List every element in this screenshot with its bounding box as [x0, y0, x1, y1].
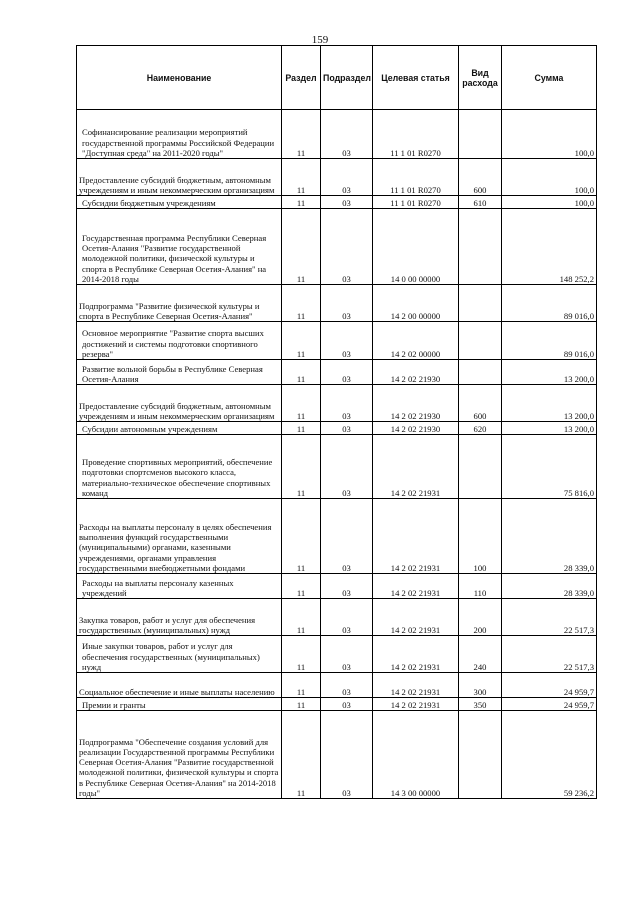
row-sum: 28 339,0 [502, 574, 597, 599]
row-sum: 89 016,0 [502, 322, 597, 360]
table-row [77, 422, 597, 435]
row-name: Подпрограмма "Обеспечение создания условий для реализации Государственной программы Республики Северная Осетия-Алания "Развитие государственной молодежной политики, физической культуры и спорта в Республике Северная Осетия-Алания" на 2014-2018 годы" [77, 711, 282, 799]
table-row [77, 385, 597, 422]
row-name: Предоставление субсидий бюджетным, автономным учреждениям и иным некоммерческим организациям [77, 385, 282, 422]
row-sum: 59 236,2 [502, 711, 597, 799]
row-name: Иные закупки товаров, работ и услуг для обеспечения государственных (муниципальных) нужд [77, 636, 282, 673]
table-row [77, 711, 597, 799]
row-target: 11 1 01 R0270 [373, 110, 459, 159]
row-sum: 22 517,3 [502, 599, 597, 636]
row-target: 14 2 02 21931 [373, 636, 459, 673]
row-type [459, 711, 502, 799]
row-name: Премии и гранты [77, 698, 282, 711]
row-subsection: 03 [321, 435, 373, 499]
row-sum: 100,0 [502, 196, 597, 209]
row-subsection: 03 [321, 196, 373, 209]
row-section: 11 [282, 360, 321, 385]
table-row [77, 435, 597, 499]
header-subsection: Подраздел [321, 46, 373, 110]
row-subsection: 03 [321, 574, 373, 599]
row-section: 11 [282, 385, 321, 422]
row-subsection: 03 [321, 636, 373, 673]
row-type [459, 285, 502, 322]
row-name: Софинансирование реализации мероприятий государственной программы Российской Федерации "Доступная среда" на 2011-2020 годы" [77, 110, 282, 159]
row-type [459, 209, 502, 285]
row-target: 11 1 01 R0270 [373, 196, 459, 209]
row-type: 620 [459, 422, 502, 435]
row-sum: 148 252,2 [502, 209, 597, 285]
row-target: 14 2 02 21930 [373, 360, 459, 385]
row-section: 11 [282, 422, 321, 435]
row-name: Подпрограмма "Развитие физической культуры и спорта в Республике Северная Осетия-Алания" [77, 285, 282, 322]
row-type: 200 [459, 599, 502, 636]
row-sum: 24 959,7 [502, 673, 597, 698]
row-subsection: 03 [321, 698, 373, 711]
row-target: 14 2 02 21931 [373, 435, 459, 499]
row-target: 14 2 02 21930 [373, 385, 459, 422]
row-target: 14 2 02 21931 [373, 698, 459, 711]
table-row [77, 322, 597, 360]
row-section: 11 [282, 574, 321, 599]
row-section: 11 [282, 673, 321, 698]
table-row [77, 360, 597, 385]
table-row [77, 285, 597, 322]
row-sum: 89 016,0 [502, 285, 597, 322]
row-sum: 24 959,7 [502, 698, 597, 711]
row-section: 11 [282, 322, 321, 360]
table-row [77, 636, 597, 673]
table-row [77, 196, 597, 209]
row-sum: 13 200,0 [502, 385, 597, 422]
row-subsection: 03 [321, 422, 373, 435]
row-type [459, 435, 502, 499]
row-type: 240 [459, 636, 502, 673]
row-subsection: 03 [321, 285, 373, 322]
row-type: 600 [459, 385, 502, 422]
row-sum: 13 200,0 [502, 360, 597, 385]
header-name: Наименование [77, 46, 282, 110]
row-name: Проведение спортивных мероприятий, обеспечение подготовки спортсменов высокого класса, материально-техническое обеспечение спортивных команд [77, 435, 282, 499]
row-type: 110 [459, 574, 502, 599]
row-subsection: 03 [321, 673, 373, 698]
row-type [459, 322, 502, 360]
row-sum: 28 339,0 [502, 499, 597, 574]
row-target: 14 0 00 00000 [373, 209, 459, 285]
row-type: 350 [459, 698, 502, 711]
row-subsection: 03 [321, 322, 373, 360]
row-target: 14 2 02 21931 [373, 574, 459, 599]
row-type: 300 [459, 673, 502, 698]
row-subsection: 03 [321, 499, 373, 574]
row-section: 11 [282, 499, 321, 574]
row-section: 11 [282, 435, 321, 499]
table-row [77, 673, 597, 698]
row-name: Основное мероприятие "Развитие спорта высших достижений и системы подготовки спортивного резерва" [77, 322, 282, 360]
row-name: Социальное обеспечение и иные выплаты населению [77, 673, 282, 698]
row-sum: 100,0 [502, 159, 597, 196]
header-section: Раздел [282, 46, 321, 110]
row-sum: 75 816,0 [502, 435, 597, 499]
row-sum: 22 517,3 [502, 636, 597, 673]
row-section: 11 [282, 599, 321, 636]
row-subsection: 03 [321, 360, 373, 385]
row-sum: 100,0 [502, 110, 597, 159]
header-target-article: Целевая статья [373, 46, 459, 110]
table-row [77, 574, 597, 599]
row-name: Закупка товаров, работ и услуг для обеспечения государственных (муниципальных) нужд [77, 599, 282, 636]
row-name: Расходы на выплаты персоналу в целях обеспечения выполнения функций государственными (муниципальными) органами, казенными учреждениями, органами управления государственными внебюджетными фондами [77, 499, 282, 574]
row-type: 600 [459, 159, 502, 196]
row-subsection: 03 [321, 599, 373, 636]
row-target: 14 2 02 21931 [373, 599, 459, 636]
row-name: Развитие вольной борьбы в Республике Северная Осетия-Алания [77, 360, 282, 385]
row-target: 14 2 02 21930 [373, 422, 459, 435]
table-row [77, 209, 597, 285]
budget-table [76, 45, 597, 799]
row-target: 14 2 02 00000 [373, 322, 459, 360]
row-section: 11 [282, 110, 321, 159]
row-section: 11 [282, 209, 321, 285]
row-subsection: 03 [321, 385, 373, 422]
row-type: 610 [459, 196, 502, 209]
row-target: 14 2 02 21931 [373, 673, 459, 698]
table-row [77, 698, 597, 711]
row-section: 11 [282, 698, 321, 711]
row-name: Предоставление субсидий бюджетным, автономным учреждениям и иным некоммерческим организациям [77, 159, 282, 196]
row-name: Государственная программа Республики Северная Осетия-Алания "Развитие государственной молодежной политики, физической культуры и спорта в Республике Северная Осетия-Алания" на 2014-2018 годы [77, 209, 282, 285]
table-row [77, 599, 597, 636]
page-number: 159 [311, 34, 329, 46]
row-target: 11 1 01 R0270 [373, 159, 459, 196]
row-section: 11 [282, 636, 321, 673]
table-row [77, 499, 597, 574]
row-subsection: 03 [321, 159, 373, 196]
table-header-row [77, 46, 597, 110]
row-type: 100 [459, 499, 502, 574]
row-section: 11 [282, 159, 321, 196]
table-row [77, 159, 597, 196]
row-target: 14 2 02 21931 [373, 499, 459, 574]
header-expense-type: Вид расхода [459, 46, 502, 110]
row-subsection: 03 [321, 711, 373, 799]
table-row [77, 110, 597, 159]
row-type [459, 360, 502, 385]
row-target: 14 3 00 00000 [373, 711, 459, 799]
row-name: Субсидии автономным учреждениям [77, 422, 282, 435]
row-section: 11 [282, 285, 321, 322]
row-name: Расходы на выплаты персоналу казенных учреждений [77, 574, 282, 599]
header-sum: Сумма [502, 46, 597, 110]
row-type [459, 110, 502, 159]
row-section: 11 [282, 196, 321, 209]
row-sum: 13 200,0 [502, 422, 597, 435]
row-target: 14 2 00 00000 [373, 285, 459, 322]
row-subsection: 03 [321, 209, 373, 285]
row-section: 11 [282, 711, 321, 799]
row-subsection: 03 [321, 110, 373, 159]
row-name: Субсидии бюджетным учреждениям [77, 196, 282, 209]
